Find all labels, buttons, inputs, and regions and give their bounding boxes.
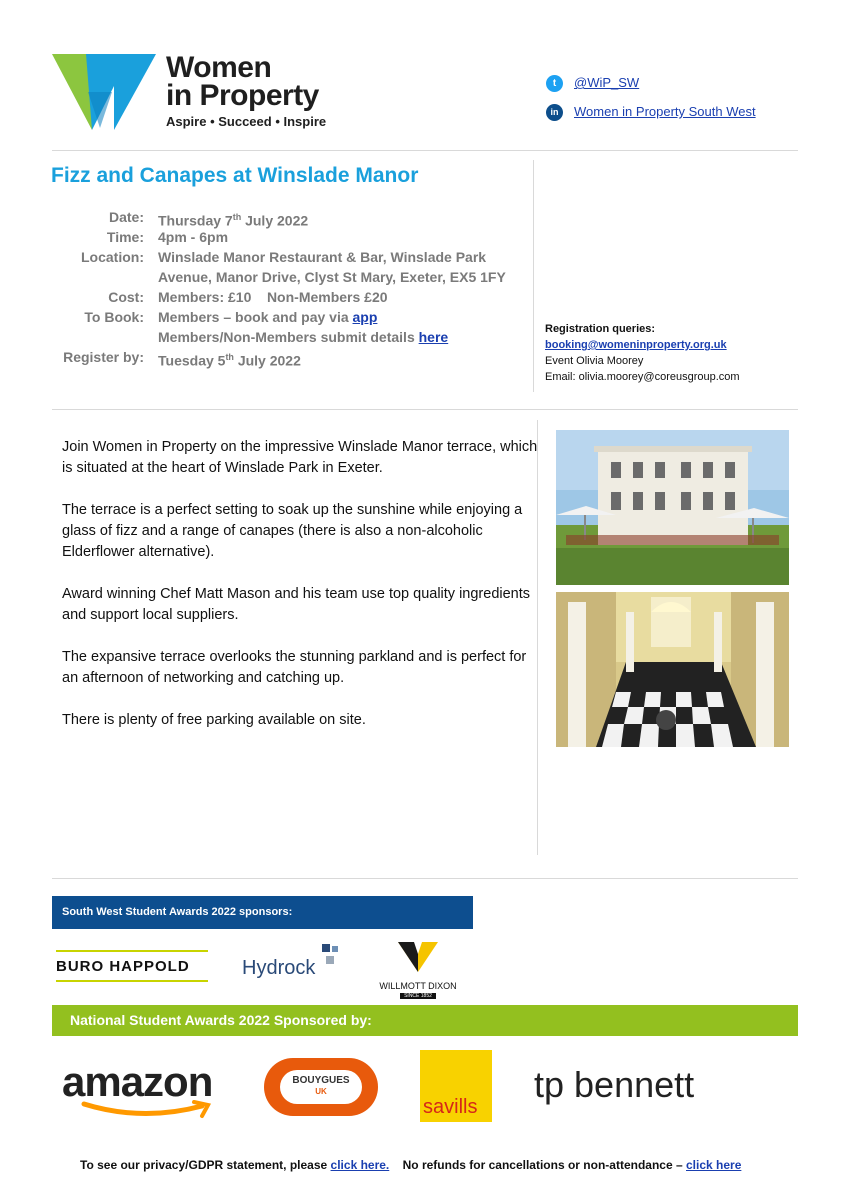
privacy-link[interactable]: click here.: [330, 1158, 390, 1172]
buro-happold-logo: [56, 950, 208, 980]
savills-text: savills: [423, 1096, 478, 1118]
paragraph: The expansive terrace overlooks the stunning parkland and is perfect for an afternoon of networking and catching up.: [62, 649, 527, 686]
event-description: [62, 437, 542, 731]
footer: [80, 1158, 741, 1172]
registration-contact-email: Email: olivia.moorey@coreusgroup.com: [545, 371, 740, 383]
amazon-smile-icon: [62, 1100, 237, 1120]
register-by-value: Tuesday 5th July 2022: [158, 352, 301, 369]
buro-happold-text: BURO HAPPOLD: [56, 958, 190, 975]
booking-email-link[interactable]: booking@womeninproperty.org.uk: [545, 339, 727, 351]
location-row: [52, 247, 506, 287]
savills-logo: [420, 1050, 492, 1122]
registration-info: [545, 321, 740, 385]
date-value: Thursday 7th July 2022: [158, 212, 309, 229]
logo-line1: Women: [166, 51, 272, 84]
privacy-text: To see our privacy/GDPR statement, please: [80, 1158, 331, 1172]
national-sponsors-heading-bar: [52, 1005, 798, 1036]
paragraph: There is plenty of free parking available on site.: [62, 712, 366, 728]
paragraph: Award winning Chef Matt Mason and his team use top quality ingredients and support local suppliers.: [62, 586, 531, 623]
booking-row: [52, 307, 448, 347]
sw-sponsors-heading: South West Student Awards 2022 sponsors:: [62, 906, 293, 918]
manor-exterior-photo: [556, 430, 789, 585]
hydrock-text: Hydrock: [242, 957, 316, 979]
event-title: Fizz and Canapes at Winslade Manor: [51, 164, 419, 187]
divider: [52, 409, 798, 410]
bouygues-logo: [264, 1058, 378, 1116]
paragraph: The terrace is a perfect setting to soak up the sunshine while enjoying a glass of fizz and a range of canapes (there is also a non-alcoholic Elderflower alternative).: [62, 502, 523, 560]
amazon-text: amazon: [62, 1058, 213, 1105]
willmott-dixon-mark-icon: [368, 940, 468, 974]
divider-vertical: [533, 160, 534, 392]
booking-value: Members – book and pay via app Members/Non-Members submit details here: [158, 309, 449, 345]
app-link[interactable]: app: [352, 309, 378, 325]
bouygues-uk-text: UK: [315, 1087, 327, 1096]
time-row: [52, 227, 228, 247]
refund-link[interactable]: click here: [686, 1158, 742, 1172]
hydrock-logo: [242, 944, 342, 980]
registration-contact: Event Olivia Moorey: [545, 355, 644, 367]
paragraph: Join Women in Property on the impressive Winslade Manor terrace, which is situated at the heart of Winslade Park in Exeter.: [62, 439, 538, 476]
logo-line2: in Property: [166, 79, 319, 112]
willmott-dixon-logo: [368, 940, 468, 1000]
linkedin-link[interactable]: Women in Property South West: [574, 104, 756, 119]
location-value: Winslade Manor Restaurant & Bar, Winslade Park Avenue, Manor Drive, Clyst St Mary, Exeter, EX5 1FY: [158, 249, 506, 285]
cost-row: [52, 287, 388, 307]
willmott-dixon-text: WILLMOTT DIXON: [379, 981, 457, 991]
willmott-dixon-since: SINCE 1852: [400, 993, 436, 999]
divider: [52, 878, 798, 879]
twitter-icon: t: [546, 75, 563, 92]
location-label: Location:: [81, 249, 144, 265]
refund-text: No refunds for cancellations or non-attendance –: [402, 1158, 686, 1172]
time-value: 4pm - 6pm: [158, 229, 229, 245]
time-label: Time:: [106, 229, 144, 245]
divider-vertical: [537, 420, 538, 855]
bouygues-text: BOUYGUES: [292, 1075, 350, 1086]
linkedin-icon: in: [546, 104, 563, 121]
national-sponsors-heading: National Student Awards 2022 Sponsored by:: [70, 1012, 372, 1028]
register-by-row: [52, 347, 301, 371]
logo-tagline: Aspire • Succeed • Inspire: [166, 114, 327, 129]
booking-label: To Book:: [84, 309, 144, 325]
cost-label: Cost:: [108, 289, 144, 305]
sw-sponsors-heading-bar: [52, 896, 473, 929]
manor-interior-photo: [556, 592, 789, 747]
register-by-label: Register by:: [63, 349, 144, 365]
here-link[interactable]: here: [418, 329, 449, 345]
registration-heading: Registration queries:: [545, 323, 656, 335]
logo-mark-icon: [52, 52, 162, 132]
date-label: Date:: [108, 209, 144, 225]
cost-value: Members: £10 Non-Members £20: [158, 289, 388, 305]
divider: [52, 150, 798, 151]
logo: [52, 52, 352, 132]
amazon-logo: [62, 1058, 237, 1124]
tp-bennett-logo: tp bennett: [534, 1064, 695, 1105]
twitter-link[interactable]: @WiP_SW: [574, 75, 640, 90]
